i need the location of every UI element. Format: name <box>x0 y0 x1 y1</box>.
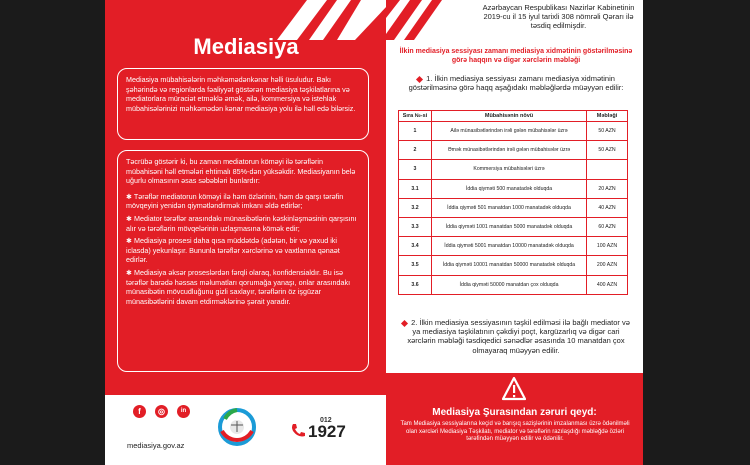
fee-amount <box>587 160 628 179</box>
fee-amount: 40 AZN <box>587 198 628 217</box>
fee-amount: 50 AZN <box>587 122 628 141</box>
decree-text: Azərbaycan Respublikası Nazirlər Kabinetinin 2019-cu il 15 iyul tarixli 308 nömrəli Qərarı ilə təsdiq edilmişdir. <box>482 3 635 30</box>
table-row <box>399 141 628 160</box>
fee-clause-1: 1. İlkin mediasiya sessiyası zamanı mediasiya xidmətinin göstərilməsinə görə haqq aşağıdakı məbləğlərdə müəyyən edilir: <box>408 74 624 93</box>
table-row <box>399 256 628 275</box>
fee-amount: 20 AZN <box>587 179 628 198</box>
table-row <box>399 179 628 198</box>
fee-amount: 60 AZN <box>587 217 628 236</box>
section-title: İlkin mediasiya sessiyası zamanı mediasiya xidmətinin göstərilməsinə görə haqqın və digər xərclərin məbləği <box>399 48 633 64</box>
dispute-type: Ailə münasibətlərindən irəli gələn mübahisələr üzrə <box>432 122 587 141</box>
row-number: 3.3 <box>399 217 432 236</box>
dispute-type: İddia qiyməti 500 manatadək olduqda <box>432 179 587 198</box>
dispute-type: İddia qiyməti 1001 manatdan 5000 manatadək olduqda <box>432 217 587 236</box>
decorative-stripes <box>386 0 486 40</box>
website-link[interactable]: mediasiya.gov.az <box>127 441 185 450</box>
council-note-section <box>386 373 643 465</box>
council-note-title: Mediasiya Şurasından zəruri qeyd: <box>432 407 597 418</box>
table-row <box>399 275 628 294</box>
instagram-icon[interactable]: ◎ <box>155 405 168 418</box>
row-number: 3.4 <box>399 237 432 256</box>
hotline-number: 1927 <box>308 422 346 441</box>
diamond-bullet-icon <box>401 319 408 326</box>
fee-amount: 100 AZN <box>587 237 628 256</box>
dispute-type: Kommersiya mübahisələri üzrə <box>432 160 587 179</box>
row-number: 3.6 <box>399 275 432 294</box>
council-note-text: Tam Mediasiya sessiyalarına keçid və barışıq sazişlərinin imzalanması üzrə ödənilməli olan xərcləri Mediasiya Təşkilatı, mediator və tərəflərin razılaşdığı məbləğdə özləri tərəfindən müəyyən edilir və ödənilir. <box>400 421 630 443</box>
table-header: Məbləği <box>587 111 628 122</box>
table-header: Sıra №-si <box>399 111 432 122</box>
dispute-type: İddia qiyməti 10001 manatdan 50000 manatadək olduqda <box>432 256 587 275</box>
row-number: 3.2 <box>399 198 432 217</box>
table-row <box>399 122 628 141</box>
reasons-intro: Təcrübə göstərir ki, bu zaman mediatorun köməyi ilə tərəflərin mübahisəni həll etmələri ehtimalı 85%-dən yüksəkdir. Mediasiyanın belə uğurlu olmasının əsas səbəbləri bunlardır: <box>126 157 356 186</box>
row-number: 3 <box>399 160 432 179</box>
table-header: Mübahisənin növü <box>432 111 587 122</box>
dispute-type: İddia qiyməti 5001 manatdan 10000 manatadək olduqda <box>432 237 587 256</box>
row-number: 3.5 <box>399 256 432 275</box>
reason-item: ✱ Tərəflər mediatorun köməyi ilə həm özlərinin, həm də qarşı tərəfin mövqeyini yenidən qiymətləndirmək imkanı əldə edirlər; <box>126 191 344 211</box>
linkedin-icon[interactable]: in <box>177 405 190 418</box>
row-number: 3.1 <box>399 179 432 198</box>
brochure-title: Mediasiya <box>193 34 299 59</box>
dispute-type: İddia qiyməti 50000 manatdan çox olduqda <box>432 275 587 294</box>
reasons-box <box>117 150 369 372</box>
left-footer <box>105 395 387 465</box>
mediation-council-logo-icon <box>217 407 257 447</box>
row-number: 2 <box>399 141 432 160</box>
diamond-bullet-icon <box>416 75 423 82</box>
fee-amount: 50 AZN <box>587 141 628 160</box>
reason-item: ✱ Mediasiya əksər proseslərdən fərqli olaraq, konfidensialdır. Bu isə tərəflər barədə həssas məlumatları qorumağa yanaşı, onlar arasındakı münasibətin mövcudluğunu gizli saxlayır, tərəflərin öz işgüzar münasibətlərini davam etdirməklərinə şərait yaradır. <box>126 267 351 306</box>
table-row <box>399 217 628 236</box>
brochure-left-panel <box>105 0 387 465</box>
brochure-right-panel <box>386 0 643 465</box>
row-number: 1 <box>399 122 432 141</box>
table-row <box>399 198 628 217</box>
fee-amount: 200 AZN <box>587 256 628 275</box>
reason-item: ✱ Mediator tərəflər arasındakı münasibətlərin kəskinləşməsinin qarşısını alır və tərəflərin mövqelərinin uzlaşmasına kömək edir; <box>126 213 357 233</box>
fee-amount: 400 AZN <box>587 275 628 294</box>
hotline-prefix: 012 <box>320 417 332 424</box>
fee-table <box>398 110 628 295</box>
facebook-icon[interactable]: f <box>133 405 146 418</box>
warning-icon <box>502 377 526 401</box>
reason-item: ✱ Mediasiya prosesi daha qısa müddətdə (adətən, bir və yaxud iki iclasda) yekunlaşır. Bununla tərəflər xərclərinə və vaxtlarına qənaət edirlər. <box>126 236 340 265</box>
intro-text: Mediasiya mübahisələrin məhkəmədənkənar həlli üsuludur. Bakı şəhərində və regionlarda fəaliyyət göstərən mediasiya təşkilatlarına və mediatorlara müraciət etməklə əmək, ailə, kommersiya və istehlak mübahisələrinizi məhkəmədən kənar mediasiya yolu ilə həll edə bilərsiz. <box>126 75 356 113</box>
phone-icon <box>290 423 306 439</box>
dispute-type: Əmək münasibətlərindən irəli gələn mübahisələr üzrə <box>432 141 587 160</box>
intro-box <box>117 68 369 140</box>
fee-clause-2: 2. İlkin mediasiya sessiyasının təşkil edilməsi ilə bağlı mediator və ya mediasiya təşkilatının çəkdiyi poçt, kargüzarlıq və digər cari xərclərin məbləği təsdiqedici sənədlər əsasında 10 manatdan çox olmayaraq müəyyən edilir. <box>400 318 632 355</box>
table-row <box>399 160 628 179</box>
dispute-type: İddia qiyməti 501 manatdan 1000 manatadək olduqda <box>432 198 587 217</box>
table-row <box>399 237 628 256</box>
